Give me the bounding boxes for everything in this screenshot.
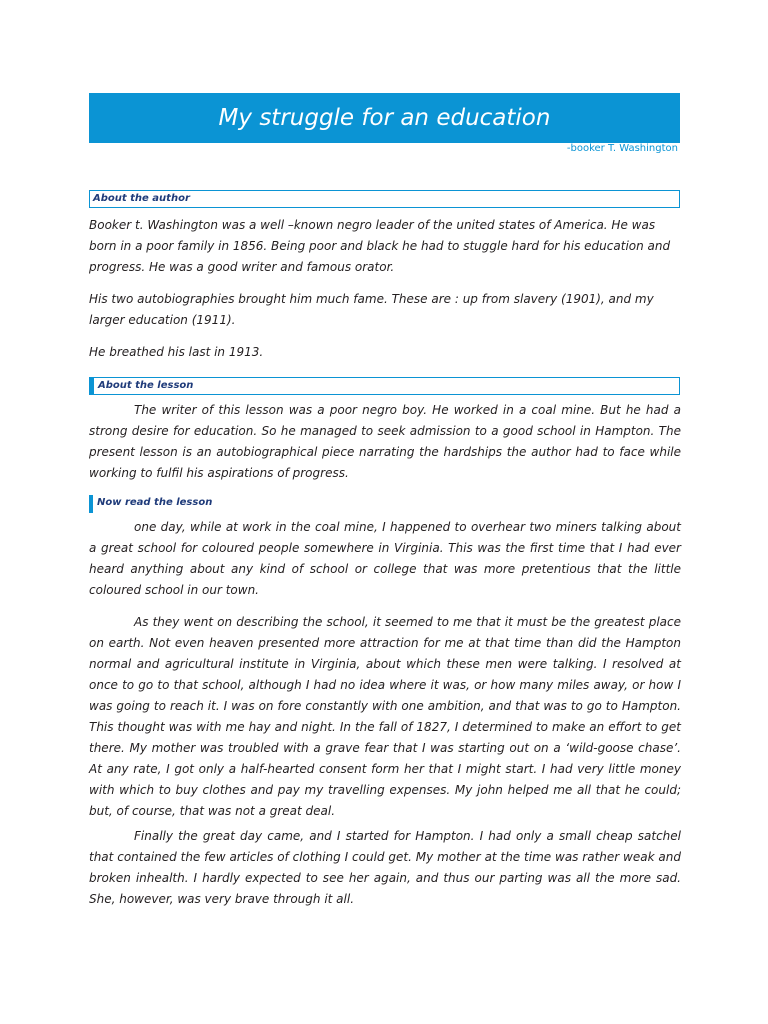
lesson-paragraph-3: Finally the great day came, and I started for Hampton. I had only a small cheap satchel that contained the few articles of clothing I could get. My mother at the time was rather weak and broken inhealth. I hardly expected to see her again, and thus our parting was all the more sad. She, however, was very brave through it all. bbox=[89, 829, 681, 906]
author-paragraph-2: His two autobiographies brought him much fame. These are : up from slavery (1901), and my larger education (1911). bbox=[89, 292, 654, 327]
section-heading-about-author: About the author bbox=[89, 190, 680, 208]
author-paragraph-1: Booker t. Washington was a well –known negro leader of the united states of America. He was born in a poor family in 1856. Being poor and black he had to stuggle hard for his education and progress. He was a good writer and famous orator. bbox=[89, 218, 671, 274]
lesson-paragraph-1: one day, while at work in the coal mine, I happened to overhear two miners talking about a great school for coloured people somewhere in Virginia. This was the first time that I had ever heard anything about any kind of school or college that was more pretentious that the little coloured school in our town. bbox=[89, 520, 681, 597]
lesson-summary-paragraph: The writer of this lesson was a poor negro boy. He worked in a coal mine. But he had a strong desire for education. So he managed to seek admission to a good school in Hampton. The present lesson is an autobiographical piece narrating the hardships the author had to face while working to fulfil his aspirations of progress. bbox=[89, 403, 681, 480]
section-heading-read-lesson: Now read the lesson bbox=[89, 495, 680, 513]
author-paragraph-3: He breathed his last in 1913. bbox=[89, 345, 264, 359]
page-title: My struggle for an education bbox=[89, 93, 680, 143]
author-byline: -booker T. Washington bbox=[566, 143, 678, 154]
section-heading-about-lesson: About the lesson bbox=[89, 377, 680, 395]
lesson-paragraph-2: As they went on describing the school, it seemed to me that it must be the greatest place on earth. Not even heaven presented more attraction for me at that time than did the Hampton normal and agricultural institute in Virginia, about which these men were talking. I resolved at once to go to that school, although I had no idea where it was, or how many miles away, or how I was going to reach it. I was on fore constantly with one ambition, and that was to go to Hampton. This thought was with me hay and night. In the fall of 1827, I determined to make an effort to get there. My mother was troubled with a grave fear that I was starting out on a ‘wild-goose chase’. At any rate, I got only a half-hearted consent form her that I might start. I had very little money with which to buy clothes and pay my travelling expenses. My john helped me all that he could; but, of course, that was not a great deal. bbox=[89, 615, 681, 818]
